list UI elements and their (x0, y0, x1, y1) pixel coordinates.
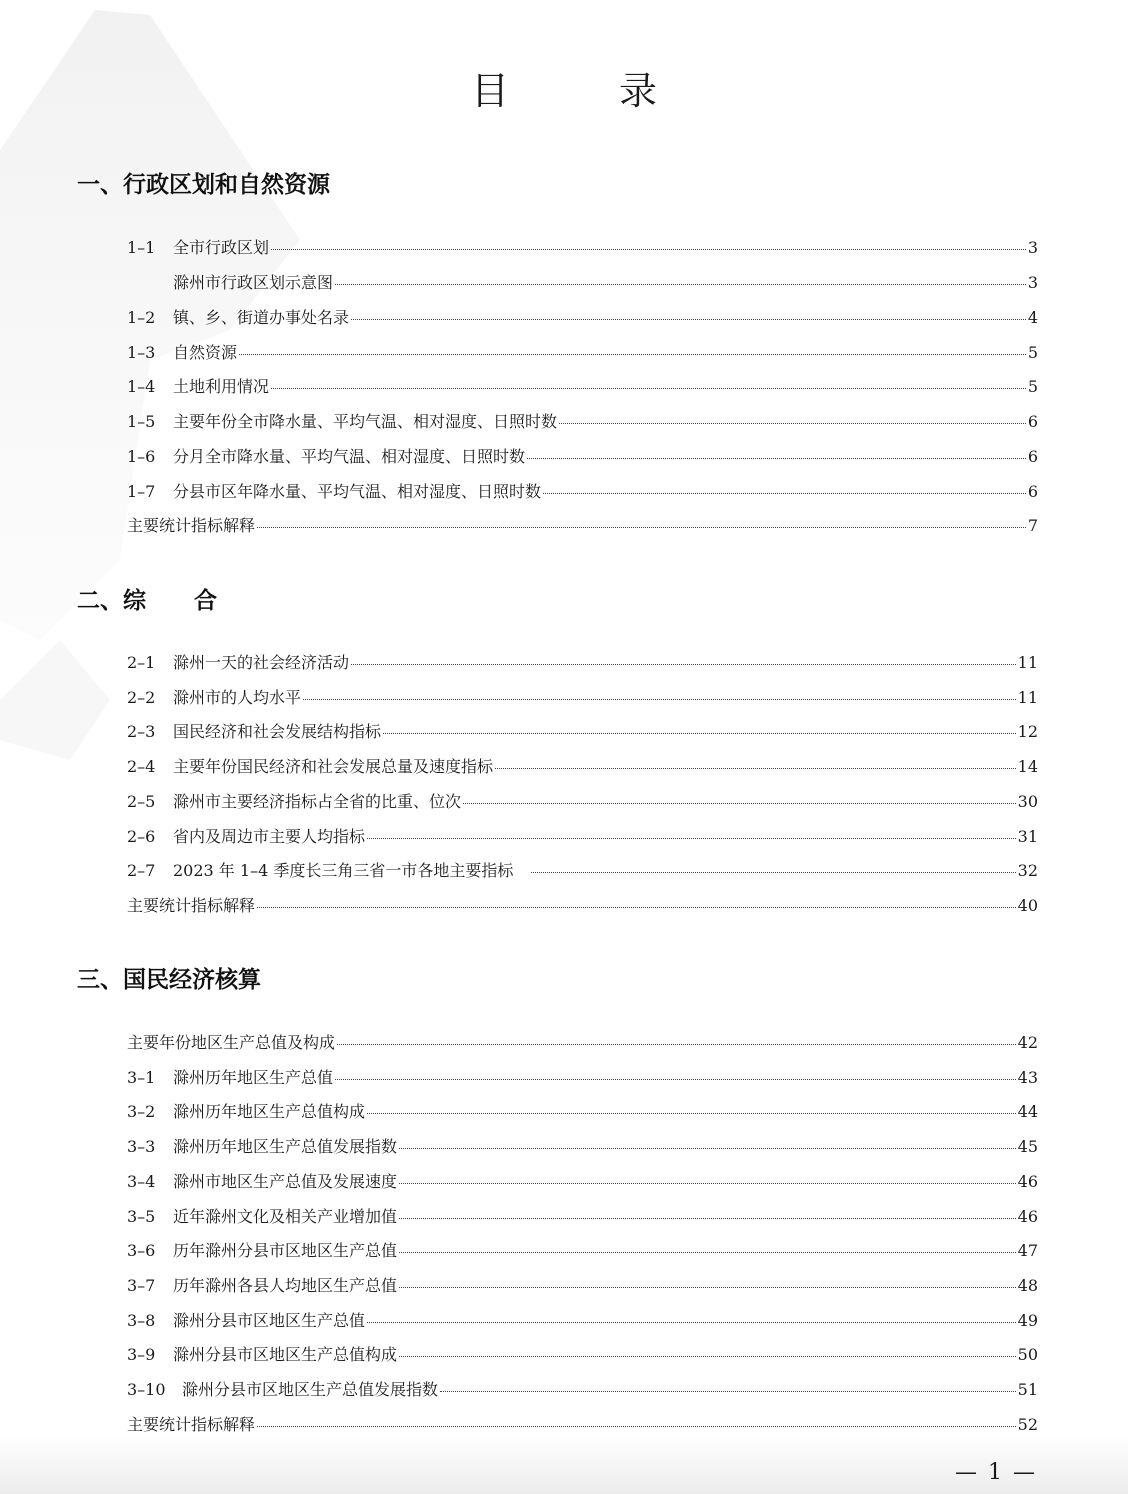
dot-leader (495, 768, 1016, 769)
entry-number: 2–5 (127, 792, 156, 811)
entry-label: 历年滁州各县人均地区生产总值 (173, 1276, 398, 1295)
toc-entry[interactable] (127, 719, 1038, 743)
entry-page: 6 (1027, 482, 1038, 501)
toc-entry[interactable] (127, 374, 1038, 398)
entry-page: 7 (1027, 516, 1038, 535)
toc-entry[interactable] (127, 650, 1038, 674)
dot-leader (531, 872, 1016, 873)
dot-leader (271, 388, 1026, 389)
entry-number: 2–2 (127, 688, 156, 707)
entry-page: 52 (1017, 1415, 1038, 1434)
title-char-1: 目 (470, 69, 509, 113)
entry-label: 滁州一天的社会经济活动 (173, 653, 350, 672)
entry-number: 3–5 (127, 1207, 156, 1226)
dot-leader (559, 423, 1026, 424)
toc-entry[interactable] (127, 1273, 1038, 1297)
section-heading-1: 一、行政区划和自然资源 (77, 172, 330, 198)
page-number-footer: — 1 — (955, 1460, 1037, 1485)
entry-label: 国民经济和社会发展结构指标 (173, 722, 382, 741)
entry-number: 1–7 (127, 482, 156, 501)
section-heading-2: 二、综 合 (77, 588, 218, 614)
entry-number: 3–8 (127, 1311, 156, 1330)
entry-page: 46 (1017, 1172, 1038, 1191)
dot-leader (527, 458, 1026, 459)
toc-entry[interactable] (127, 235, 1038, 259)
toc-entry[interactable] (127, 1238, 1038, 1262)
dot-leader (337, 1044, 1016, 1045)
entry-number: 3–1 (127, 1068, 156, 1087)
entry-number: 3–3 (127, 1137, 156, 1156)
title-char-2: 录 (619, 69, 658, 113)
entry-number: 3–4 (127, 1172, 156, 1191)
toc-entry[interactable] (127, 893, 1038, 917)
entry-page: 48 (1017, 1276, 1038, 1295)
entry-label: 分县市区年降水量、平均气温、相对湿度、日照时数 (173, 482, 542, 501)
entry-label: 滁州历年地区生产总值 (173, 1068, 334, 1087)
dot-leader (399, 1148, 1016, 1149)
entry-page: 5 (1027, 343, 1038, 362)
entry-label: 主要统计指标解释 (127, 896, 256, 915)
entry-label: 滁州市的人均水平 (173, 688, 302, 707)
entry-label: 滁州分县市区地区生产总值 (173, 1311, 366, 1330)
entry-number: 1–3 (127, 343, 156, 362)
entry-page: 45 (1017, 1137, 1038, 1156)
entry-page: 4 (1027, 308, 1038, 327)
toc-entry[interactable] (127, 479, 1038, 503)
entry-label: 主要年份地区生产总值及构成 (127, 1033, 336, 1052)
entry-label: 主要统计指标解释 (127, 1415, 256, 1434)
entry-page: 6 (1027, 412, 1038, 431)
dot-leader (367, 1322, 1016, 1323)
entry-label: 滁州市主要经济指标占全省的比重、位次 (173, 792, 462, 811)
dot-leader (303, 699, 1016, 700)
entry-label: 自然资源 (173, 343, 238, 362)
entry-label: 分月全市降水量、平均气温、相对湿度、日照时数 (173, 447, 526, 466)
entry-page: 6 (1027, 447, 1038, 466)
dot-leader (257, 1426, 1016, 1427)
toc-entry[interactable] (127, 1308, 1038, 1332)
dot-leader (399, 1287, 1016, 1288)
entry-number: 2–1 (127, 653, 156, 672)
entry-page: 40 (1017, 896, 1038, 915)
entry-number: 2–7 (127, 861, 156, 880)
dot-leader (463, 803, 1016, 804)
entry-label: 土地利用情况 (173, 377, 270, 396)
entry-page: 11 (1017, 653, 1038, 672)
entry-number: 2–4 (127, 757, 156, 776)
entry-page: 32 (1017, 861, 1038, 880)
dot-leader (351, 664, 1016, 665)
dot-leader (335, 284, 1026, 285)
dot-leader (440, 1391, 1016, 1392)
dot-leader (257, 907, 1016, 908)
entry-number: 1–2 (127, 308, 156, 327)
entry-page: 44 (1017, 1102, 1038, 1121)
entry-number: 3–2 (127, 1102, 156, 1121)
entry-label: 滁州历年地区生产总值发展指数 (173, 1137, 398, 1156)
page-title (0, 60, 1128, 115)
entry-page: 51 (1017, 1380, 1038, 1399)
entry-number: 1–6 (127, 447, 156, 466)
entry-page: 47 (1017, 1241, 1038, 1260)
dot-leader (399, 1252, 1016, 1253)
toc-entry[interactable] (127, 305, 1038, 329)
entry-label: 近年滁州文化及相关产业增加值 (173, 1207, 398, 1226)
dot-leader (367, 838, 1016, 839)
toc-entry[interactable] (127, 444, 1038, 468)
toc-entry[interactable] (127, 513, 1038, 537)
toc-entry[interactable] (127, 1412, 1038, 1436)
toc-entry[interactable] (127, 1204, 1038, 1228)
entry-page: 31 (1017, 827, 1038, 846)
entry-label: 省内及周边市主要人均指标 (173, 827, 366, 846)
toc-entry[interactable] (127, 1065, 1038, 1089)
entry-label: 历年滁州分县市区地区生产总值 (173, 1241, 398, 1260)
dot-leader (543, 493, 1026, 494)
toc-entry[interactable] (127, 340, 1038, 364)
toc-entry[interactable] (127, 1169, 1038, 1193)
dot-leader (383, 733, 1016, 734)
entry-page: 3 (1027, 238, 1038, 257)
entry-label: 主要统计指标解释 (127, 516, 256, 535)
entry-number: 3–10 (127, 1380, 166, 1399)
entry-number: 1–5 (127, 412, 156, 431)
entry-page: 12 (1017, 722, 1038, 741)
entry-page: 49 (1017, 1311, 1038, 1330)
entry-label: 滁州市地区生产总值及发展速度 (173, 1172, 398, 1191)
entry-number: 3–7 (127, 1276, 156, 1295)
entry-label: 镇、乡、街道办事处名录 (173, 308, 350, 327)
entry-number: 3–9 (127, 1345, 156, 1364)
section-heading-3: 三、国民经济核算 (77, 967, 261, 993)
toc-entry[interactable] (127, 409, 1038, 433)
toc-entry[interactable] (127, 685, 1038, 709)
entry-page: 43 (1017, 1068, 1038, 1087)
entry-page: 30 (1017, 792, 1038, 811)
dot-leader (239, 354, 1026, 355)
dot-leader (335, 1079, 1016, 1080)
toc-entry[interactable] (127, 858, 1038, 882)
entry-number: 1–4 (127, 377, 156, 396)
toc-entry[interactable] (127, 1342, 1038, 1366)
dot-leader (367, 1113, 1016, 1114)
entry-label: 滁州分县市区地区生产总值发展指数 (182, 1380, 439, 1399)
entry-label: 主要年份国民经济和社会发展总量及速度指标 (173, 757, 494, 776)
toc-entry[interactable] (127, 789, 1038, 813)
entry-page: 3 (1027, 273, 1038, 292)
entry-label: 滁州市行政区划示意图 (173, 273, 334, 292)
dot-leader (399, 1356, 1016, 1357)
entry-page: 46 (1017, 1207, 1038, 1226)
dot-leader (399, 1183, 1016, 1184)
entry-page: 11 (1017, 688, 1038, 707)
entry-label: 滁州历年地区生产总值构成 (173, 1102, 366, 1121)
entry-number: 3–6 (127, 1241, 156, 1260)
entry-label: 2023 年 1–4 季度长三角三省一市各地主要指标 (173, 861, 529, 880)
entry-number: 2–6 (127, 827, 156, 846)
toc-entry[interactable] (127, 1134, 1038, 1158)
entry-page: 42 (1017, 1033, 1038, 1052)
toc-entry[interactable] (127, 1099, 1038, 1123)
entry-page: 50 (1017, 1345, 1038, 1364)
entry-label: 全市行政区划 (173, 238, 270, 257)
toc-entry[interactable] (127, 754, 1038, 778)
toc-entry[interactable] (127, 1377, 1038, 1401)
entry-label: 滁州分县市区地区生产总值构成 (173, 1345, 398, 1364)
toc-entry[interactable] (127, 1030, 1038, 1054)
dot-leader (399, 1218, 1016, 1219)
toc-entry[interactable] (127, 824, 1038, 848)
dot-leader (257, 527, 1026, 528)
dot-leader (271, 249, 1026, 250)
entry-number: 1–1 (127, 238, 156, 257)
entry-number: 2–3 (127, 722, 156, 741)
entry-label: 主要年份全市降水量、平均气温、相对湿度、日照时数 (173, 412, 558, 431)
toc-entry[interactable] (127, 270, 1038, 294)
dot-leader (351, 319, 1026, 320)
entry-page: 5 (1027, 377, 1038, 396)
entry-page: 14 (1017, 757, 1038, 776)
